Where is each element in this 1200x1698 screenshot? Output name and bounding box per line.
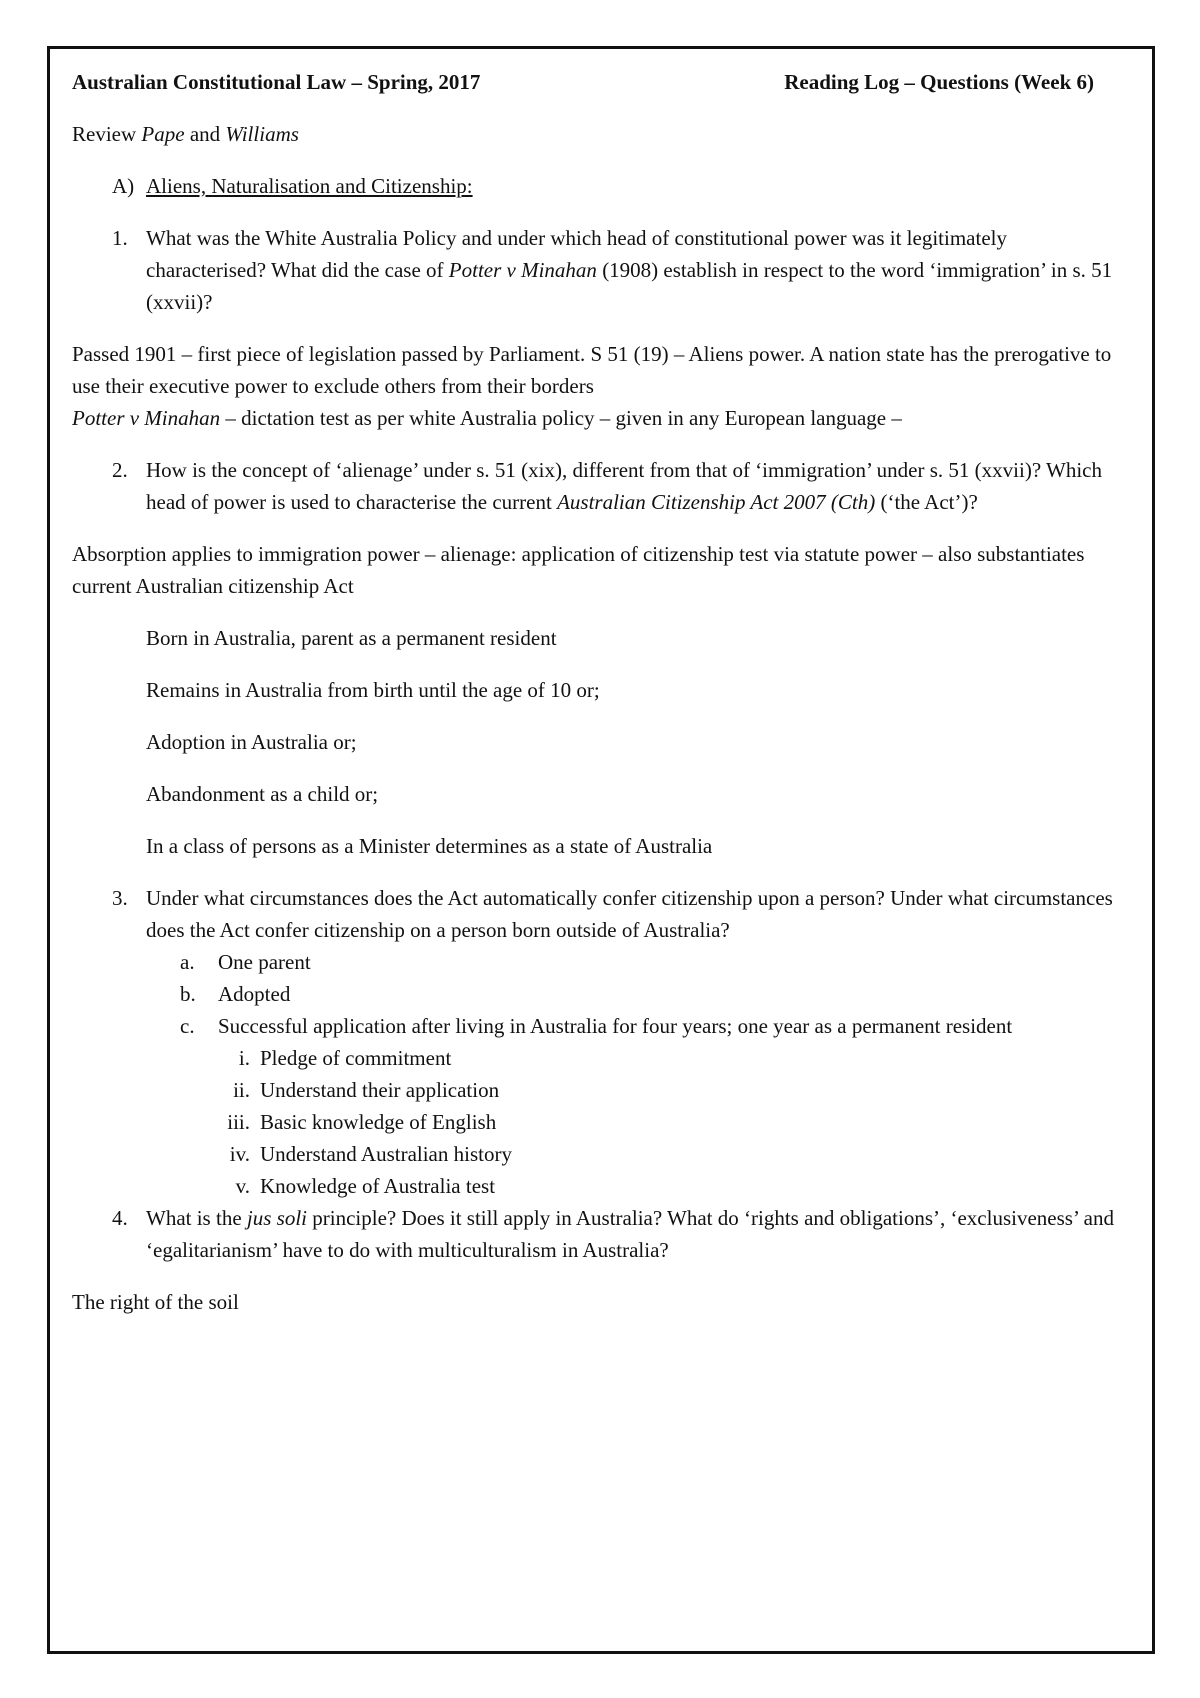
question-1 — [112, 222, 1132, 318]
case-name: Potter v Minahan — [448, 258, 597, 282]
review-and: and — [184, 122, 226, 146]
answer-2: Absorption applies to immigration power – alienage: application of citizenship test via statute power – also substantiates current Australian citizenship Act — [72, 542, 1085, 598]
section-heading — [112, 170, 1132, 202]
answer-1-case-line: Potter v Minahan – dictation test as per white Australia policy – given in any European language – — [72, 406, 902, 430]
question-text: What is the jus soli principle? Does it still apply in Australia? What do ‘rights and obligations’, ‘exclusiveness’ and ‘egalitarianism’ have to do with multiculturalism in Australia? — [146, 1206, 1114, 1262]
question-text: Under what circumstances does the Act automatically confer citizenship upon a person? Under what circumstances does the Act confer citizenship on a person born outside of Australia? — [146, 886, 1113, 942]
section-number: A) — [112, 174, 135, 198]
course-title: Australian Constitutional Law – Spring, 2017 — [72, 70, 481, 94]
answer-2-item: In a class of persons as a Minister determines as a state of Australia — [146, 834, 713, 858]
question-3 — [112, 882, 1132, 946]
answer-2-item: Remains in Australia from birth until the age of 10 or; — [146, 678, 600, 702]
list-item: a. One parent — [180, 950, 311, 974]
latin-term: jus soli — [246, 1206, 307, 1230]
log-title: Reading Log – Questions (Week 6) — [784, 70, 1094, 94]
list-item: ii. Understand their application — [233, 1078, 500, 1102]
page-header — [72, 66, 1132, 98]
list-item: iv. Understand Australian history — [229, 1142, 512, 1166]
list-item: b. Adopted — [180, 982, 291, 1006]
list-item: v. Knowledge of Australia test — [235, 1174, 496, 1198]
list-item: i. Pledge of commitment — [238, 1046, 452, 1070]
section-title: Aliens, Naturalisation and Citizenship: — [146, 174, 473, 198]
question-number: 2. — [112, 458, 128, 482]
answer-2-item: Born in Australia, parent as a permanent resident — [146, 626, 557, 650]
review-line — [72, 118, 1132, 150]
answer-1-line: Passed 1901 – first piece of legislation passed by Parliament. S 51 (19) – Aliens power. A nation state has the prerogative to use their executive power to exclude others from their borders — [72, 342, 1112, 398]
list-item: c. Successful application after living in Australia for four years; one year as a permanent resident — [180, 1014, 1013, 1038]
question-text: How is the concept of ‘alienage’ under s. 51 (xix), different from that of ‘immigration’ under s. 51 (xxvii)? Which head of power is used to characterise the current Australian Citizenship Act 2007 (Cth) (‘the Act’)? — [146, 458, 1102, 514]
question-number: 3. — [112, 886, 128, 910]
answer-2-item: Abandonment as a child or; — [146, 782, 379, 806]
document-body — [72, 66, 1132, 1338]
question-4 — [112, 1202, 1132, 1266]
review-case-pape: Pape — [141, 122, 185, 146]
review-prefix: Review — [72, 122, 142, 146]
question-number: 4. — [112, 1206, 128, 1230]
list-item: iii. Basic knowledge of English — [227, 1110, 497, 1134]
answer-2-item: Adoption in Australia or; — [146, 730, 357, 754]
question-text: What was the White Australia Policy and under which head of constitutional power was it legitimately characterised? What did the case of Potter v Minahan (1908) establish in respect to the word ‘immigration’ in s. 51 (xxvii)? — [146, 226, 1113, 314]
review-case-williams: Williams — [225, 122, 299, 146]
answer-4: The right of the soil — [72, 1290, 239, 1314]
act-name: Australian Citizenship Act 2007 (Cth) — [557, 490, 876, 514]
question-2 — [112, 454, 1132, 518]
question-number: 1. — [112, 226, 128, 250]
case-name: Potter v Minahan — [72, 406, 221, 430]
answer-1 — [72, 338, 1132, 434]
